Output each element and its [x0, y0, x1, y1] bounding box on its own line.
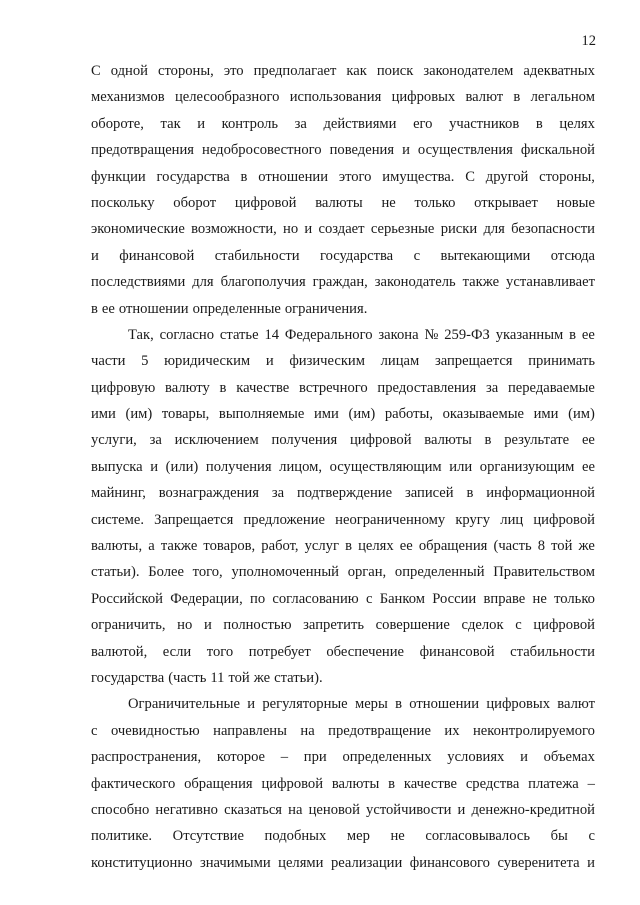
text-line: [91, 586, 595, 612]
word: серьезные: [370, 221, 435, 238]
word: Ограничительные: [128, 696, 240, 713]
word: способно: [91, 801, 150, 818]
word: юридическим: [164, 353, 251, 370]
word: 8: [537, 538, 546, 555]
word: за: [294, 115, 307, 132]
word: неконтролируемого: [473, 722, 595, 739]
word: 5: [141, 353, 149, 370]
word: на: [300, 722, 315, 739]
text-line: [91, 480, 595, 506]
word: государства: [156, 168, 230, 185]
word: товаров,: [203, 538, 256, 555]
word: устойчивости: [366, 801, 452, 818]
word: определенные: [192, 300, 281, 317]
word: (им): [568, 406, 595, 423]
word: и: [587, 854, 595, 871]
text-line: [91, 427, 595, 453]
word: стороны,: [157, 63, 214, 79]
word: которое: [216, 749, 266, 766]
word: той: [228, 669, 250, 686]
word: в: [345, 538, 352, 555]
word: цифровой: [533, 617, 595, 634]
word: определенных: [342, 749, 432, 766]
word: отношении: [118, 300, 189, 317]
word: предложение: [243, 511, 325, 528]
text-line: [91, 744, 595, 770]
text-line: [91, 507, 595, 533]
body-text: [91, 58, 595, 876]
text-line: [91, 612, 595, 638]
text-line: [91, 269, 595, 295]
word: С: [465, 168, 475, 185]
word: Федерации,: [170, 590, 243, 607]
word: обращения: [184, 775, 253, 792]
word: но: [177, 617, 193, 634]
word: выпуска: [91, 458, 143, 475]
word: услуги,: [91, 432, 137, 449]
word: с: [588, 828, 595, 845]
word: механизмов: [91, 89, 165, 106]
word: также: [462, 274, 500, 291]
word: одной: [110, 63, 148, 79]
word: функции: [91, 168, 146, 185]
word: обеспечение: [326, 643, 405, 660]
word: возможности,: [191, 221, 277, 238]
word: системе.: [91, 511, 144, 528]
word: использования: [289, 89, 382, 106]
word: не: [532, 590, 547, 607]
word: и: [402, 142, 410, 159]
word: финансового: [409, 854, 490, 871]
word: цифровую: [91, 379, 156, 396]
word: в: [91, 300, 98, 317]
word: (им): [348, 406, 376, 423]
word: предотвращения: [91, 142, 195, 159]
word: (часть: [493, 538, 532, 555]
word: и: [91, 247, 99, 264]
word: исключением: [174, 432, 259, 449]
text-line: [91, 850, 595, 876]
word: законодателем: [423, 63, 514, 79]
word: Отсутствие: [172, 828, 244, 845]
text-line: [91, 348, 595, 374]
word: сделок: [461, 617, 504, 634]
word: Запрещается: [154, 511, 234, 528]
word: это: [223, 63, 244, 79]
word: того,: [192, 564, 223, 581]
word: финансовой: [119, 247, 195, 264]
word: стороны,: [539, 168, 595, 185]
word: стабильности: [214, 247, 300, 264]
word: отношении: [409, 696, 480, 713]
text-line: [91, 665, 595, 691]
word: подобных: [264, 828, 327, 845]
word: ее: [582, 458, 595, 475]
word: части: [91, 353, 126, 370]
word: в: [395, 696, 402, 713]
word: имущества.: [382, 168, 455, 185]
word: как: [346, 63, 367, 79]
word: ее: [581, 326, 595, 343]
word: лицам: [380, 353, 420, 370]
word: в: [219, 379, 227, 396]
word: физическим: [289, 353, 365, 370]
word: кругу: [455, 511, 491, 528]
word: статье: [219, 326, 259, 343]
word: в: [388, 775, 396, 792]
word: майнинг,: [91, 485, 146, 502]
word: на: [288, 801, 303, 818]
word: так: [160, 115, 181, 132]
word: сказаться: [224, 801, 283, 818]
word: валютой,: [91, 643, 148, 660]
word: осуществляющим: [329, 458, 442, 475]
word: ее: [101, 300, 115, 317]
word: предоставления: [377, 379, 477, 396]
word: для: [483, 221, 505, 238]
word: бы: [550, 828, 568, 845]
word: же: [253, 669, 271, 686]
word: целесообразного: [174, 89, 280, 106]
text-line: [91, 58, 595, 84]
word: финансовой: [419, 643, 495, 660]
word: и: [197, 115, 206, 132]
word: закона: [378, 326, 419, 343]
word: –: [280, 749, 289, 766]
word: граждан,: [312, 274, 368, 291]
word: потребует: [248, 643, 311, 660]
text-line: [91, 454, 595, 480]
word: создает: [318, 221, 365, 238]
word: государства: [91, 669, 165, 686]
word: негативно: [155, 801, 218, 818]
word: поиск: [376, 63, 414, 79]
word: меры: [354, 696, 388, 713]
word: отсюда: [550, 247, 595, 264]
text-line: [91, 137, 595, 163]
word: той: [551, 538, 573, 555]
word: №: [424, 326, 439, 343]
word: целях: [559, 115, 595, 132]
word: ими: [91, 406, 116, 423]
word: валюты,: [91, 538, 143, 555]
page-number: 12: [581, 33, 596, 49]
word: С: [91, 63, 101, 79]
word: риски: [440, 221, 478, 238]
text-line: [91, 111, 595, 137]
text-line: [91, 718, 595, 744]
word: но: [283, 221, 299, 238]
word: контроль: [221, 115, 279, 132]
word: суверенитета: [497, 854, 580, 871]
word: орган,: [347, 564, 387, 581]
word: валют: [465, 89, 504, 106]
word: недобросовестного: [202, 142, 322, 159]
word: в: [484, 432, 492, 449]
word: организующим: [479, 458, 575, 475]
word: –: [587, 775, 595, 792]
word: безопасности: [511, 221, 595, 238]
word: Более: [148, 564, 184, 581]
word: качестве: [403, 775, 457, 792]
word: цифровой: [261, 775, 324, 792]
word: подтверждение: [296, 485, 393, 502]
word: Банком: [379, 590, 425, 607]
word: в: [569, 326, 577, 343]
word: за: [149, 432, 162, 449]
word: ее: [581, 432, 595, 449]
word: очевидностью: [110, 722, 200, 739]
word: 14: [264, 326, 280, 343]
word: реализации: [330, 854, 403, 871]
word: обороте,: [91, 115, 144, 132]
word: этого: [338, 168, 372, 185]
word: осуществления: [417, 142, 513, 159]
word: принимать: [528, 353, 595, 370]
word: валюты: [424, 432, 472, 449]
word: не: [390, 828, 405, 845]
word: запрещается: [434, 353, 513, 370]
word: встречного: [299, 379, 368, 396]
word: ценовой: [308, 801, 360, 818]
word: поведения: [329, 142, 395, 159]
word: участников: [449, 115, 520, 132]
word: и: [265, 353, 274, 370]
word: устанавливает: [506, 274, 595, 291]
word: статьи).: [91, 564, 140, 581]
word: совершение: [375, 617, 450, 634]
word: согласовывалось: [425, 828, 531, 845]
word: платежа: [528, 775, 579, 792]
word: определенный: [394, 564, 485, 581]
word: другой: [485, 168, 529, 185]
word: или: [449, 458, 473, 475]
word: цифровой: [533, 511, 595, 528]
word: средства: [465, 775, 520, 792]
word: только: [414, 194, 456, 211]
word: новые: [556, 194, 595, 211]
word: цифровой: [349, 432, 412, 449]
word: запретить: [303, 617, 365, 634]
word: уполномоченный: [231, 564, 339, 581]
word: ее: [399, 538, 413, 555]
text-line: [91, 401, 595, 427]
word: лиц: [500, 511, 524, 528]
word: и: [150, 458, 159, 475]
word: мер: [346, 828, 370, 845]
word: если: [162, 643, 192, 660]
word: ими: [313, 406, 339, 423]
word: услуг: [304, 538, 339, 555]
word: работ,: [261, 538, 299, 555]
word: его: [413, 115, 433, 132]
word: (им): [125, 406, 153, 423]
word: фактического: [91, 775, 176, 792]
word: Правительством: [493, 564, 595, 581]
word: отношении: [258, 168, 328, 185]
word: законодатель: [374, 274, 456, 291]
word: за: [271, 485, 285, 502]
word: с: [91, 722, 98, 739]
word: адекватных: [523, 63, 595, 79]
word: и: [304, 221, 313, 238]
text-line: [91, 322, 595, 348]
word: вознаграждения: [158, 485, 259, 502]
word: вытекающими: [440, 247, 531, 264]
word: объемах: [543, 749, 595, 766]
word: 11: [210, 669, 225, 686]
word: последствиями: [91, 274, 186, 291]
word: конституционно: [91, 854, 193, 871]
word: с: [365, 590, 373, 607]
text-line: [91, 771, 595, 797]
word: только: [554, 590, 595, 607]
text-line: [91, 164, 595, 190]
word: и: [247, 696, 256, 713]
word: условиях: [447, 749, 505, 766]
word: указанным: [495, 326, 564, 343]
word: их: [444, 722, 460, 739]
word: обращения: [418, 538, 488, 555]
word: передаваемые: [507, 379, 595, 396]
text-line: [91, 296, 595, 322]
text-line: [91, 639, 595, 665]
word: того: [206, 643, 234, 660]
word: неограниченному: [335, 511, 446, 528]
text-line: [91, 216, 595, 242]
word: экономические: [91, 221, 185, 238]
text-line: [91, 533, 595, 559]
word: ограничить,: [91, 617, 166, 634]
word: не: [381, 194, 396, 211]
word: записей: [404, 485, 454, 502]
word: за: [485, 379, 499, 396]
word: получения: [205, 458, 272, 475]
word: целях: [358, 538, 394, 555]
word: Федерального: [284, 326, 373, 343]
word: цифровой: [234, 194, 297, 211]
word: Так,: [128, 326, 154, 343]
word: денежно-кредитной: [471, 801, 595, 818]
word: и: [203, 617, 212, 634]
word: 259-ФЗ: [444, 326, 490, 343]
word: (часть: [168, 669, 207, 686]
word: в: [240, 168, 248, 185]
word: вправе: [483, 590, 526, 607]
word: поскольку: [91, 194, 155, 211]
word: стабильности: [510, 643, 595, 660]
word: товары,: [161, 406, 210, 423]
word: предотвращение: [328, 722, 431, 739]
word: направлены: [213, 722, 287, 739]
word: результате: [504, 432, 570, 449]
word: легальном: [530, 89, 595, 106]
word: получения: [271, 432, 338, 449]
text-line: [91, 190, 595, 216]
word: ограничения.: [284, 300, 368, 317]
word: и: [520, 749, 528, 766]
word: государства: [319, 247, 394, 264]
text-line: [91, 559, 595, 585]
word: в: [513, 89, 521, 106]
word: Российской: [91, 590, 163, 607]
word: качестве: [236, 379, 290, 396]
word: фискальной: [520, 142, 595, 159]
word: согласованию: [272, 590, 359, 607]
word: выполняемые: [218, 406, 305, 423]
text-line: [91, 797, 595, 823]
word: валюты: [315, 194, 363, 211]
text-line: [91, 691, 595, 717]
word: цифровых: [391, 89, 456, 106]
word: распространения,: [91, 749, 202, 766]
word: статьи).: [274, 669, 323, 686]
word: с: [515, 617, 522, 634]
text-line: [91, 823, 595, 849]
word: целями: [278, 854, 324, 871]
word: действиями: [323, 115, 397, 132]
word: с: [413, 247, 421, 264]
word: цифровых: [486, 696, 550, 713]
word: (или): [165, 458, 199, 475]
word: также: [160, 538, 198, 555]
word: валют: [557, 696, 595, 713]
word: регуляторные: [262, 696, 348, 713]
word: полностью: [223, 617, 292, 634]
word: валюты: [331, 775, 380, 792]
word: в: [535, 115, 543, 132]
word: России: [432, 590, 477, 607]
word: открывает: [474, 194, 538, 211]
word: а: [148, 538, 155, 555]
word: оказываемые: [442, 406, 524, 423]
word: согласно: [159, 326, 215, 343]
word: валюту: [165, 379, 210, 396]
word: при: [303, 749, 327, 766]
text-line: [91, 243, 595, 269]
text-line: [91, 84, 595, 110]
word: ими: [533, 406, 559, 423]
word: для: [192, 274, 214, 291]
word: по: [250, 590, 266, 607]
word: и: [457, 801, 466, 818]
word: лицом,: [279, 458, 322, 475]
word: благополучия: [220, 274, 306, 291]
word: же: [578, 538, 595, 555]
word: значимыми: [199, 854, 271, 871]
word: в: [466, 485, 474, 502]
word: оборот: [173, 194, 217, 211]
text-line: [91, 375, 595, 401]
word: работы,: [384, 406, 433, 423]
word: предполагает: [253, 63, 337, 79]
word: политике.: [91, 828, 153, 845]
word: информационной: [486, 485, 595, 502]
